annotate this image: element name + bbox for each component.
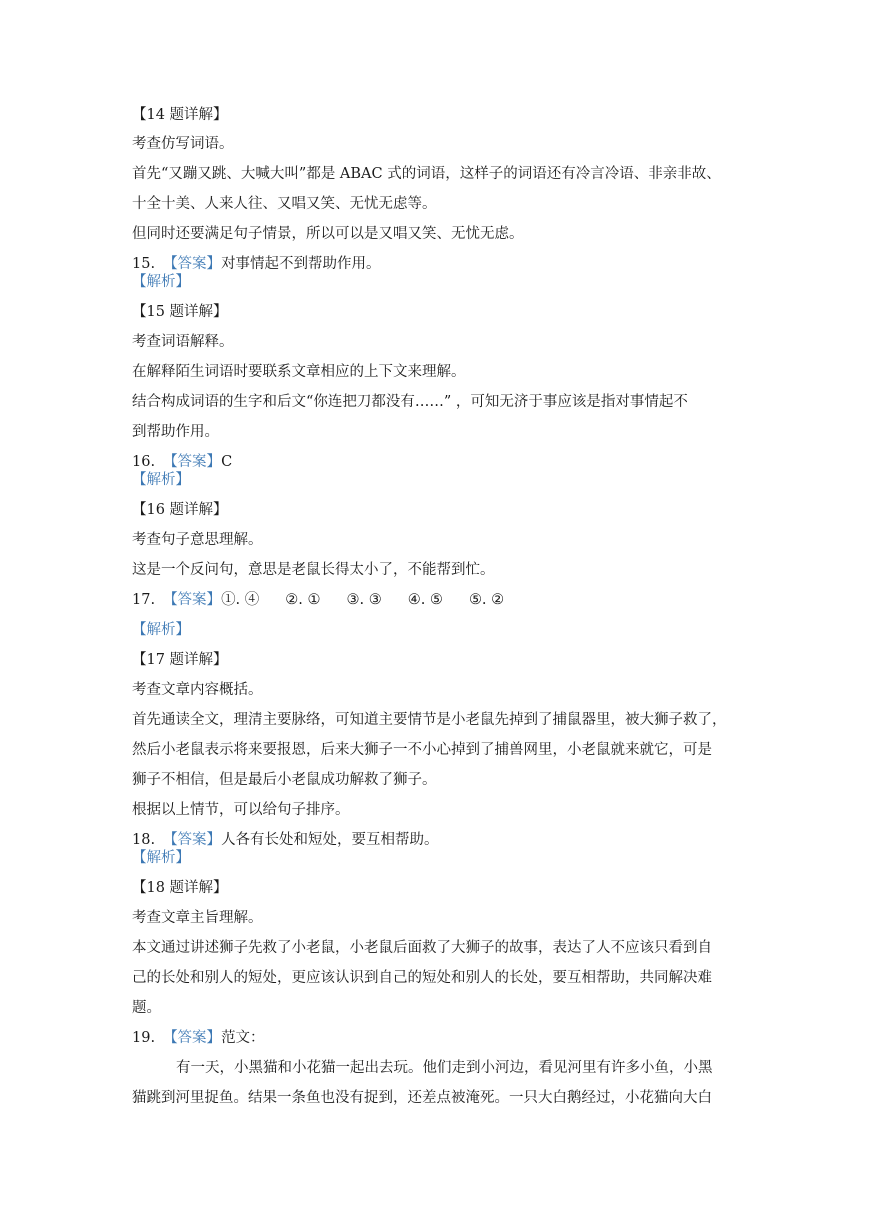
paragraph: 考查文章内容概括。 — [132, 682, 263, 698]
heading-14-detail: 【14 题详解】 — [132, 107, 228, 123]
answer-item: ①. ④ — [221, 592, 260, 608]
answer-18 — [132, 830, 439, 850]
answer-tag: 【答案】 — [163, 592, 222, 608]
answer-19 — [132, 1028, 265, 1048]
answer-16 — [132, 452, 232, 472]
question-number: 19. — [132, 1030, 156, 1046]
essay-paragraph: 有一天，小黑猫和小花猫一起出去玩。他们走到小河边，看见河里有许多小鱼，小黑 — [176, 1060, 713, 1076]
paragraph: 考查文章主旨理解。 — [132, 910, 263, 926]
paragraph: 本文通过讲述狮子先救了小老鼠，小老鼠后面救了大狮子的故事，表达了人不应该只看到自 — [132, 940, 712, 956]
heading-15-detail: 【15 题详解】 — [132, 304, 228, 320]
answer-text: 人各有长处和短处，要互相帮助。 — [221, 832, 439, 848]
answer-item: ⑤. ② — [468, 592, 505, 608]
answer-tag: 【答案】 — [163, 1030, 222, 1046]
heading-16-detail: 【16 题详解】 — [132, 502, 228, 518]
analysis-tag: 【解析】 — [132, 850, 190, 866]
paragraph: 然后小老鼠表示将来要报恩，后来大狮子一不小心掉到了捕兽网里，小老鼠就来就它，可是 — [132, 742, 712, 758]
paragraph: 但同时还要满足句子情景，所以可以是又唱又笑、无忧无虑。 — [132, 226, 524, 242]
analysis-tag: 【解析】 — [132, 622, 190, 638]
heading-18-detail: 【18 题详解】 — [132, 880, 228, 896]
answer-tag: 【答案】 — [163, 832, 222, 848]
paragraph: 首先通读全文，理清主要脉络，可知道主要情节是小老鼠先掉到了捕鼠器里，被大狮子救了， — [132, 712, 727, 728]
answer-item: ③. ③ — [346, 592, 382, 608]
paragraph: 根据以上情节，可以给句子排序。 — [132, 802, 350, 818]
analysis-tag: 【解析】 — [132, 472, 190, 488]
answer-text: C — [221, 454, 233, 470]
paragraph: 考查仿写词语。 — [132, 136, 234, 152]
answer-item: ④. ⑤ — [407, 592, 443, 608]
paragraph: 到帮助作用。 — [132, 424, 219, 440]
paragraph: 考查词语解释。 — [132, 334, 234, 350]
paragraph: 狮子不相信，但是最后小老鼠成功解救了狮子。 — [132, 772, 437, 788]
answer-tag: 【答案】 — [163, 256, 222, 272]
answer-text: 对事情起不到帮助作用。 — [221, 256, 381, 272]
answer-text: 范文： — [221, 1030, 265, 1046]
paragraph: 己的长处和别人的短处，更应该认识到自己的短处和别人的长处，要互相帮助，共同解决难 — [132, 970, 712, 986]
question-number: 17. — [132, 592, 156, 608]
analysis-tag: 【解析】 — [132, 274, 190, 290]
answer-item: ②. ① — [285, 592, 321, 608]
question-number: 16. — [132, 454, 156, 470]
answer-tag: 【答案】 — [163, 454, 222, 470]
essay-paragraph: 猫跳到河里捉鱼。结果一条鱼也没有捉到，还差点被淹死。一只大白鹅经过，小花猫向大白 — [132, 1090, 712, 1106]
question-number: 18. — [132, 832, 156, 848]
paragraph: 考查句子意思理解。 — [132, 532, 263, 548]
answer-15 — [132, 254, 381, 274]
answer-17 — [132, 590, 504, 610]
paragraph: 结合构成词语的生字和后文“你连把刀都没有……” ，可知无济于事应该是指对事情起不 — [132, 394, 688, 410]
paragraph: 首先“又蹦又跳、大喊大叫”都是 ABAC 式的词语，这样子的词语还有冷言冷语、非亲非故、 — [132, 166, 721, 182]
paragraph: 题。 — [132, 1000, 161, 1016]
paragraph: 这是一个反问句，意思是老鼠长得太小了，不能帮到忙。 — [132, 562, 495, 578]
heading-17-detail: 【17 题详解】 — [132, 652, 228, 668]
question-number: 15. — [132, 256, 156, 272]
paragraph: 在解释陌生词语时要联系文章相应的上下文来理解。 — [132, 364, 466, 380]
paragraph: 十全十美、人来人往、又唱又笑、无忧无虑等。 — [132, 196, 437, 212]
